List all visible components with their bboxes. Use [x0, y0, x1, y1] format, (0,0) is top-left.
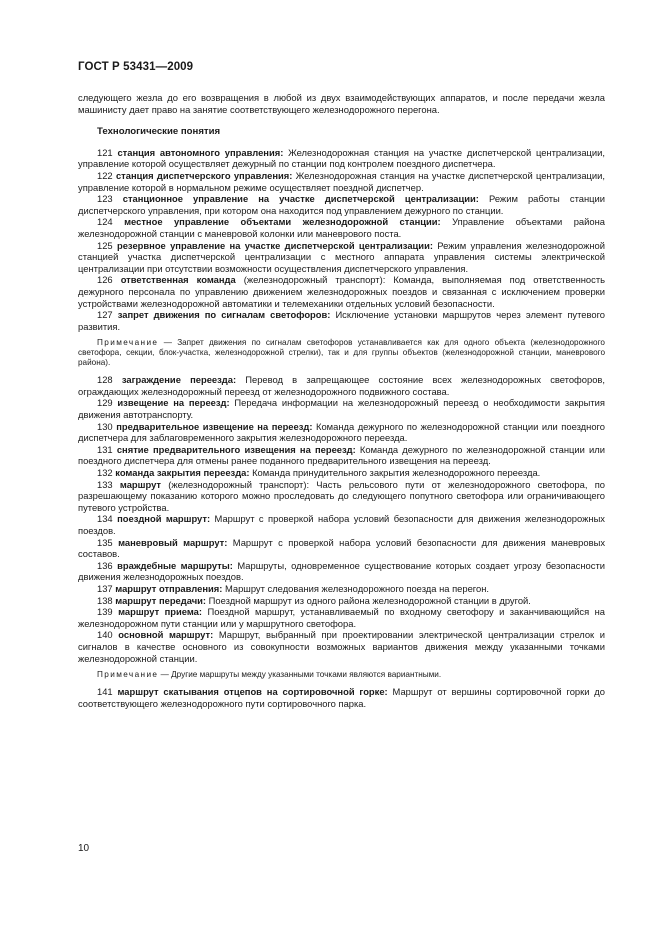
term-definition: Железнодорожная станция на участке диспетчерской централизации, управление которой в нормальном режиме осуществляет поездной диспетчер.: [78, 169, 605, 193]
note: Примечание — Другие маршруты между указанными точками являются вариантными.: [97, 670, 442, 680]
entry-number: 121: [97, 146, 113, 158]
term-definition: Маршрут с проверкой набора условий безопасности для движения маневровых составов.: [78, 536, 606, 560]
term-entry-123: [78, 193, 605, 216]
term-name: заграждение переезда:: [121, 374, 237, 386]
term-entry-134: [78, 513, 605, 536]
entry-number: 139: [97, 606, 113, 618]
term-name: извещение на переезд:: [117, 397, 230, 409]
term-name: маршрут отправления:: [115, 582, 223, 594]
entry-number: 123: [97, 193, 113, 205]
entry-number: 122: [97, 169, 113, 181]
term-name: станция диспетчерского управления:: [115, 169, 293, 181]
term-name: маршрут скатывания отцепов на сортировочной горке:: [117, 686, 388, 698]
note: Примечание — Запрет движения по сигналам светофоров устанавливается как для одного объекта (железнодорожного светофора, секции, блок-участка, железнодорожной стрелки), так и для группы объектов (железнодорожной станции, маневрового района).: [78, 338, 605, 368]
term-name: маршрут приема:: [118, 606, 203, 618]
term-entry-128: [78, 374, 605, 397]
term-name: маршрут передачи:: [115, 594, 207, 606]
term-entry-127: [78, 309, 605, 332]
term-name: поездной маршрут:: [117, 513, 211, 525]
term-name: станция автономного управления:: [117, 146, 284, 158]
term-name: резервное управление на участке диспетчерской централизации:: [116, 239, 433, 251]
entry-number: 125: [97, 239, 113, 251]
document-body: [78, 92, 605, 709]
term-definition: Команда принудительного закрытия железнодорожного переезда.: [249, 467, 541, 479]
term-entry-132: [78, 467, 605, 479]
document-header: ГОСТ Р 53431—2009: [78, 61, 194, 73]
term-entry-131: [78, 444, 605, 467]
section-title: Технологические понятия: [97, 126, 221, 138]
entries-list: [78, 147, 605, 710]
term-name: ответственная команда: [120, 274, 236, 286]
term-definition: Поездной маршрут, устанавливаемый по входному светофору и заканчивающийся на железнодорожном пути станции или у маршрутного светофора.: [78, 606, 605, 629]
term-name: команда закрытия переезда:: [115, 467, 250, 479]
term-name: станционное управление на участке диспетчерской централизации:: [122, 193, 479, 205]
term-name: местное управление объектами железнодорожной станции:: [124, 216, 441, 228]
page-number: 10: [78, 843, 90, 854]
entry-number: 130: [97, 420, 113, 432]
entry-number: 135: [97, 536, 113, 548]
term-name: предварительное извещение на переезд:: [116, 420, 313, 432]
term-name: основной маршрут:: [118, 629, 214, 641]
term-entry-121: [78, 147, 605, 170]
entry-number: 141: [97, 686, 113, 698]
term-entry-138: [78, 595, 605, 607]
entry-number: 124: [97, 216, 113, 228]
entry-number: 137: [97, 582, 113, 594]
note-text: Другие маршруты между указанными точками являются вариантными.: [171, 670, 442, 680]
entry-number: 127: [97, 309, 113, 321]
term-definition: Маршрут с проверкой набора условий безопасности для движения железнодорожных поездов.: [78, 513, 605, 536]
term-entry-139: [78, 606, 605, 629]
entry-number: 134: [97, 513, 113, 525]
entry-number: 126: [97, 274, 113, 286]
continuation-paragraph: следующего жезла до его возвращения в любой из двух взаимодействующих аппаратов, и после передачи жезла машинисту дает право на занятие соответствующего железнодорожного перегона.: [78, 92, 605, 115]
term-entry-126: [78, 274, 605, 309]
term-definition: Режим управления железнодорожной станцией участка диспетчерской централизации с местного аппарата управления системы электрической централизации при отсутствии возможности осуществления диспетчерского управления.: [78, 239, 606, 274]
term-name: снятие предварительного извещения на переезд:: [116, 443, 356, 455]
term-definition: Поездной маршрут из одного района железнодорожной станции в другой.: [206, 594, 531, 606]
entry-number: 132: [97, 467, 113, 479]
term-definition: Маршрут от вершины сортировочной горки до соответствующего железнодорожного пути сортировочного парка.: [78, 686, 605, 709]
term-definition: Режим работы станции диспетчерского управления, при котором она находится под управлением дежурного по станции.: [78, 193, 605, 216]
term-definition: (железнодорожный транспорт): Часть рельсового пути от железнодорожного светофора, по разрешающему показанию которого можно проследовать до следующего попутного светофора или ограничивающего путевого устройства.: [78, 478, 605, 513]
term-entry-125: [78, 240, 605, 275]
term-name: маршрут: [119, 478, 161, 490]
term-entry-133: [78, 479, 605, 514]
term-entry-129: [78, 397, 605, 420]
term-definition: Команда дежурного по железнодорожной станции или поездного диспетчера для заблаговременного закрытия железнодорожного переезда.: [78, 420, 605, 444]
term-entry-135: [78, 537, 605, 560]
term-entry-136: [78, 560, 605, 583]
term-entry-137: [78, 583, 605, 595]
term-definition: Маршруты, одновременное существование которых создает угрозу безопасности движения железнодорожных поездов.: [78, 559, 605, 583]
term-name: враждебные маршруты:: [117, 559, 233, 571]
entry-number: 138: [97, 594, 113, 606]
entry-number: 128: [97, 374, 113, 386]
entry-number: 129: [97, 397, 113, 409]
term-definition: Железнодорожная станция на участке диспетчерской централизации, управление которой осуществляет дежурный по станции под контролем поездного диспетчера.: [78, 146, 605, 170]
entry-number: 133: [97, 478, 113, 490]
entry-number: 131: [97, 443, 113, 455]
term-definition: Передача информации на железнодорожный переезд о необходимости закрытия движения автотранспорту.: [78, 397, 605, 421]
term-definition: Маршрут, выбранный при проектировании электрической централизации стрелок и сигналов в качестве основного из совокупности возможных вариантов движения между указанными точками железнодорожной станции.: [78, 629, 605, 664]
term-definition: Маршрут следования железнодорожного поезда на перегон.: [222, 582, 489, 594]
entry-number: 136: [97, 559, 113, 571]
term-entry-140: [78, 629, 605, 664]
term-definition: Исключение установки маршрутов через элемент путевого развития.: [78, 309, 605, 332]
term-definition: Команда дежурного по железнодорожной станции или поездного диспетчера для отмены ранее поданного предварительного извещения на переезд.: [78, 443, 605, 467]
term-entry-141: [78, 686, 605, 709]
term-name: маневровый маршрут:: [118, 536, 228, 548]
term-entry-122: [78, 170, 605, 193]
term-name: запрет движения по сигналам светофоров:: [117, 309, 331, 321]
term-entry-130: [78, 421, 605, 444]
term-definition: Перевод в запрещающее состояние всех железнодорожных светофоров, ограждающих железнодорожный переезд от железнодорожного подвижного состава.: [78, 374, 606, 397]
note-label: Примечание: [97, 338, 159, 348]
note-text: Запрет движения по сигналам светофоров устанавливается как для одного объекта (железнодорожного светофора, секции, блок-участка, железнодорожной стрелки), так и для группы объектов (железнодорожной станции, маневрового района).: [78, 338, 605, 368]
term-definition: Управление объектами района железнодорожной станции с маневровой колонки или маневрового поста.: [78, 216, 605, 239]
term-definition: (железнодорожный транспорт): Команда, выполняемая под ответственность дежурного персонала по управлению движением железнодорожных поездов и связанная с исключением проверки устройствами железнодорожной автоматики и телемеханики отдельных условий безопасности.: [78, 274, 606, 309]
note-label: Примечание: [97, 670, 159, 680]
entry-number: 140: [97, 629, 113, 641]
term-entry-124: [78, 216, 605, 239]
